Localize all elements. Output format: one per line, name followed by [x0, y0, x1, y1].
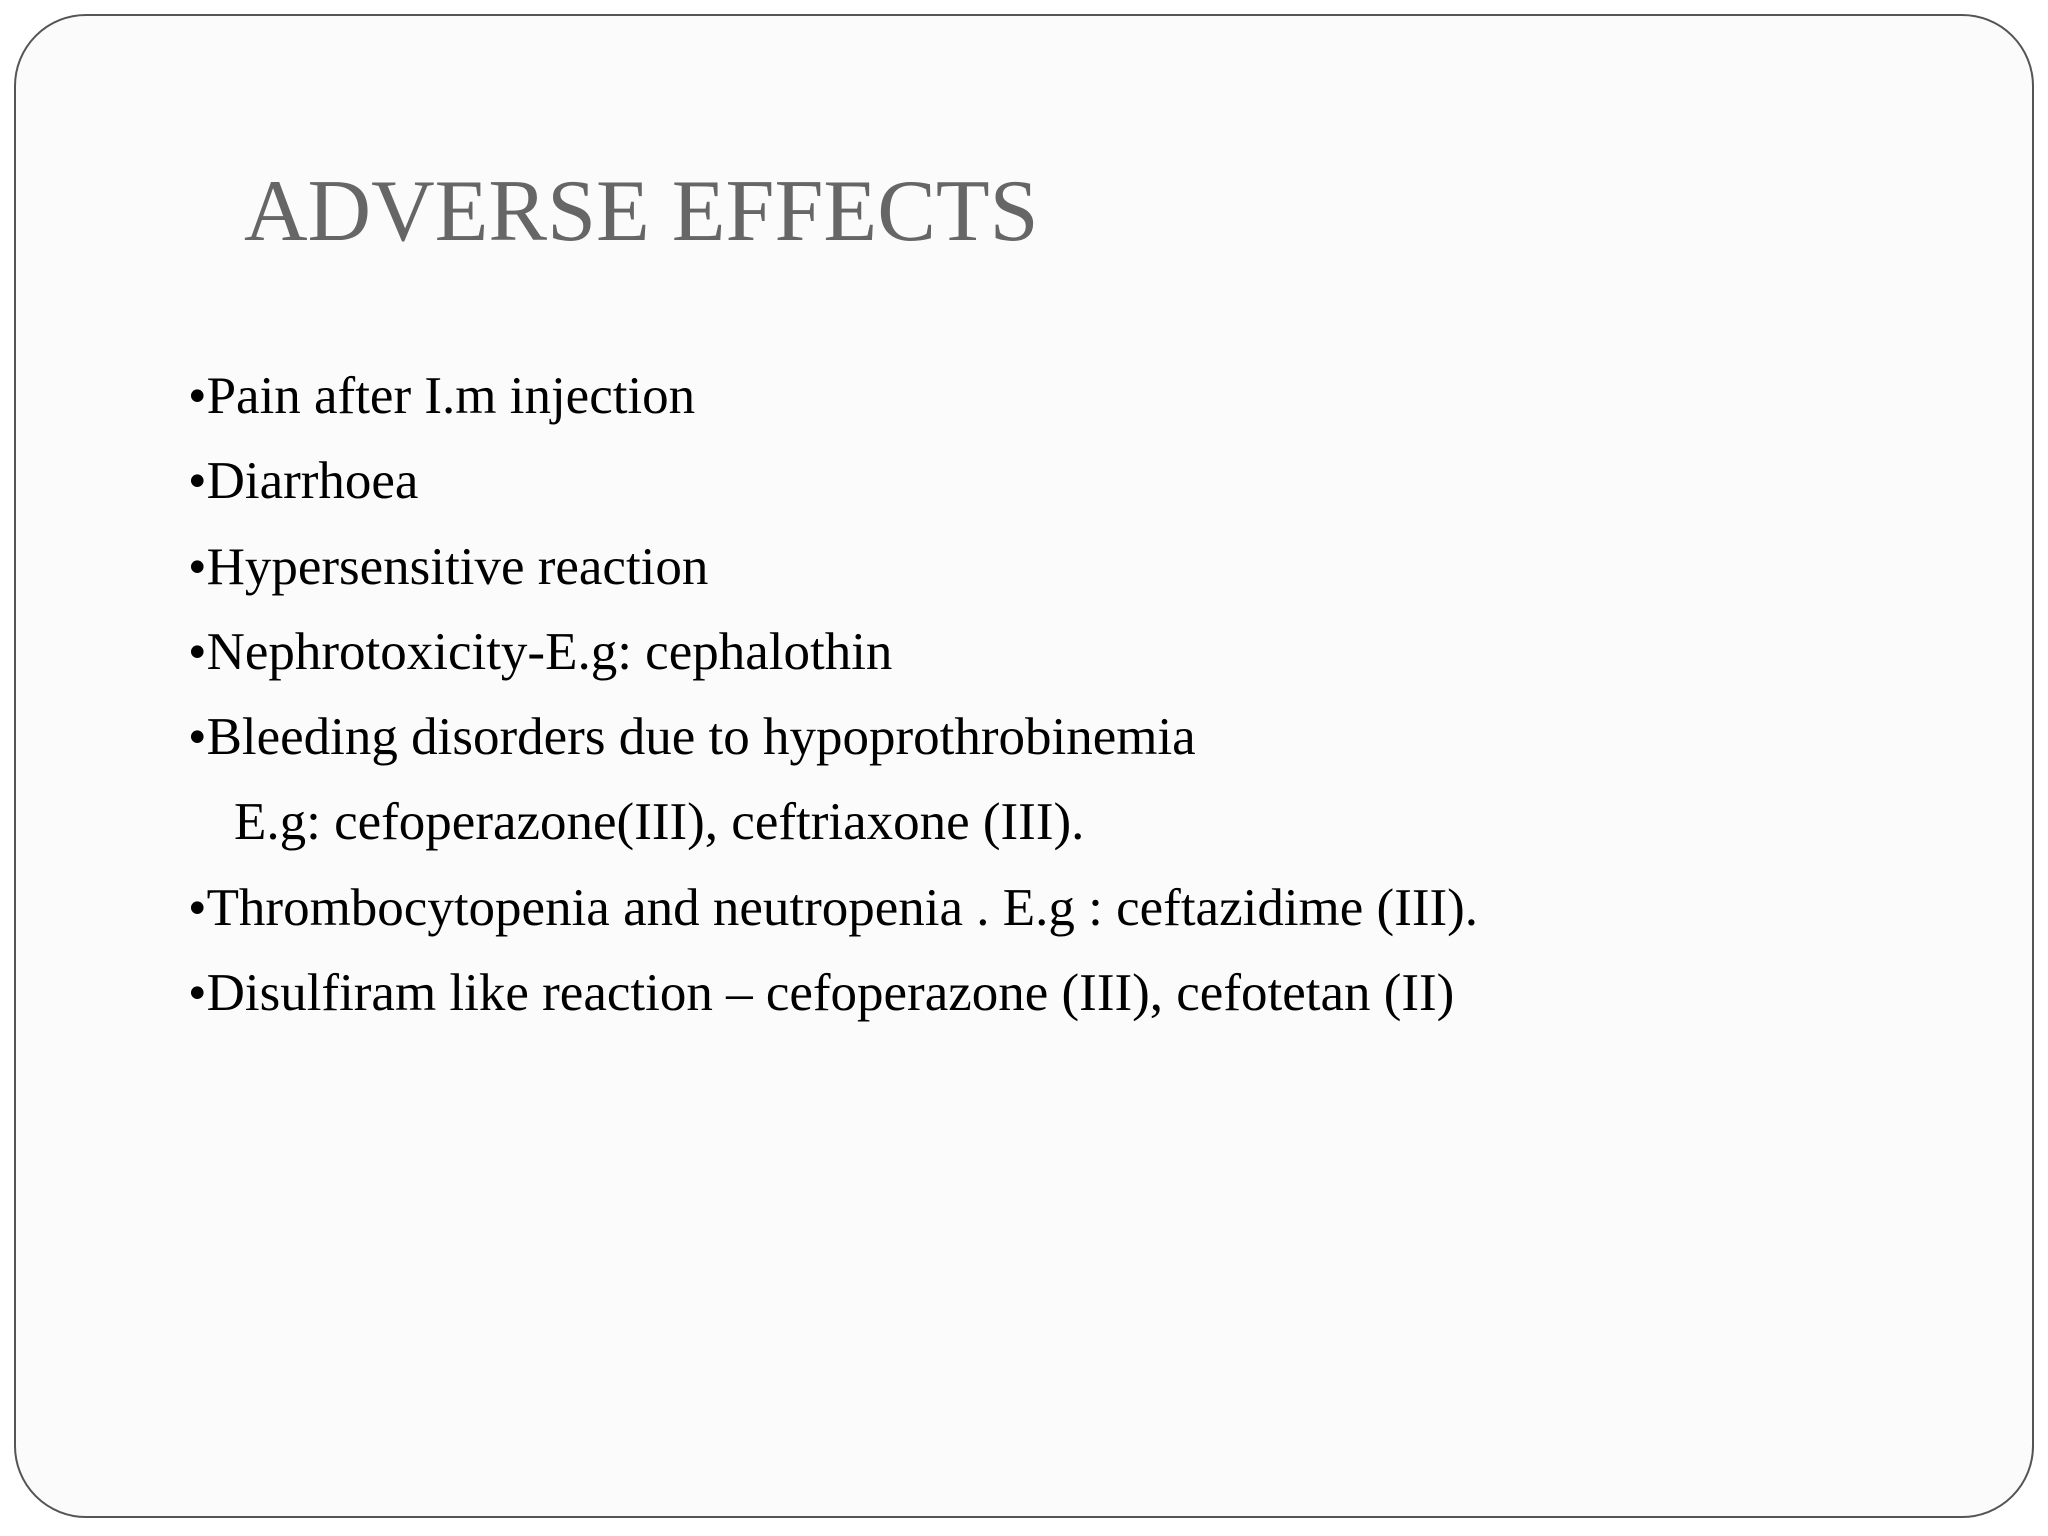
- bullet-marker: •: [188, 537, 207, 596]
- list-item-text: Hypersensitive reaction: [206, 537, 709, 596]
- list-item: [188, 525, 1478, 610]
- bullet-list: [188, 354, 1478, 1036]
- bullet-marker: •: [188, 452, 207, 511]
- list-item: [188, 695, 1478, 780]
- bullet-marker: •: [188, 622, 207, 681]
- list-item-text: Thrombocytopenia and neutropenia . E.g : ceftazidime (III).: [206, 878, 1479, 937]
- list-item-text: Bleeding disorders due to hypoprothrobinemia: [206, 708, 1196, 767]
- list-item: [188, 354, 1478, 439]
- list-item-text: Nephrotoxicity-E.g: cephalothin: [206, 622, 893, 681]
- list-item: [188, 951, 1478, 1036]
- list-item: [188, 439, 1478, 524]
- bullet-marker: •: [188, 964, 207, 1023]
- list-item: [188, 866, 1478, 951]
- bullet-marker: •: [188, 878, 207, 937]
- bullet-marker: •: [188, 367, 207, 425]
- slide-frame: [14, 14, 2034, 1518]
- list-item-text: Diarrhoea: [206, 452, 419, 511]
- slide-title: ADVERSE EFFECTS: [244, 163, 1039, 260]
- list-item-continuation: [188, 780, 1478, 865]
- bullet-marker: •: [188, 708, 207, 767]
- list-item-text: Disulfiram like reaction – cefoperazone (III), cefotetan (II): [206, 964, 1455, 1023]
- list-item: [188, 610, 1478, 695]
- list-item-text: Pain after I.m injection: [206, 367, 696, 425]
- list-item-text: E.g: cefoperazone(III), ceftriaxone (III).: [234, 793, 1085, 852]
